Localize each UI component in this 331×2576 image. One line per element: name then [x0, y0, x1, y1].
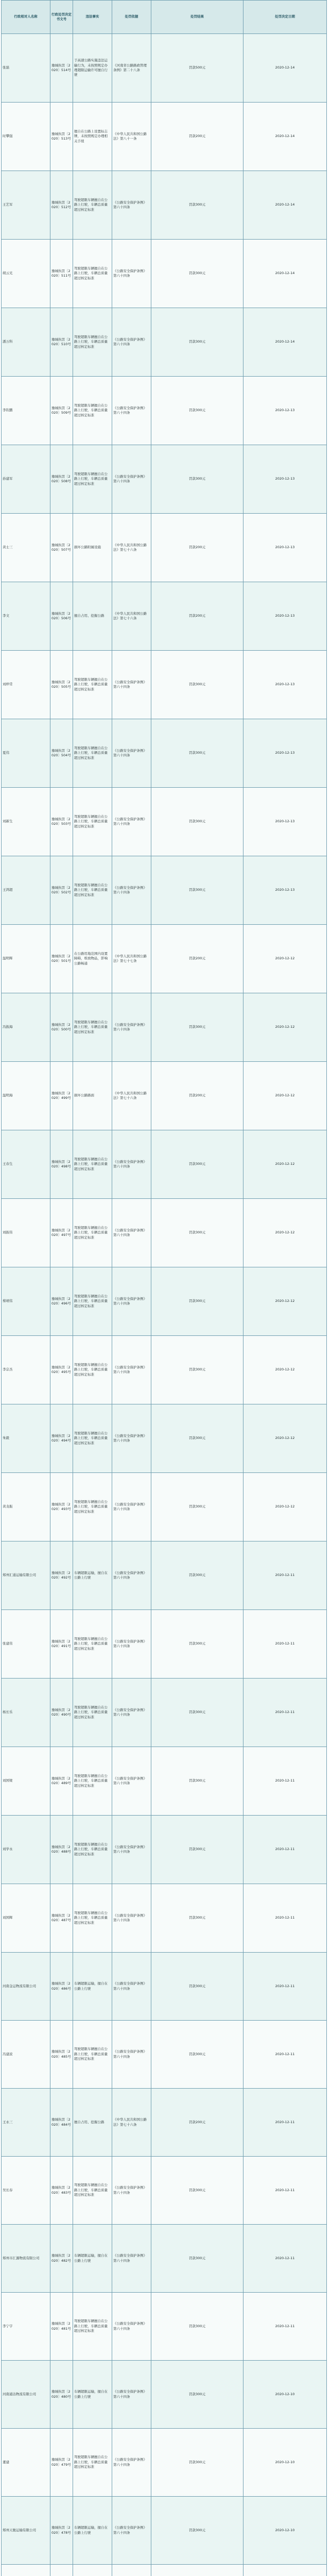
- table-cell: 豫城执罚〔2020〕481号: [50, 2293, 73, 2361]
- table-cell: 潘万科: [2, 308, 50, 377]
- table-cell: 驾驶超限车辆擅自在公路上行驶，车辆总质量超过核定标准: [73, 856, 112, 925]
- table-cell: 《公路安全保护条例》第六十四条: [112, 1404, 151, 1473]
- table-cell: 2020-12-13: [243, 719, 327, 788]
- table-cell: 在公路用地范围内设置障碍，堆放物品，影响公路畅通: [73, 925, 112, 993]
- table-cell: 2020-12-10: [243, 2429, 327, 2497]
- table-cell: 豫城执罚〔2020〕478号: [50, 2497, 73, 2565]
- table-cell: 车辆超限运输，擅自在公路上行驶: [73, 2361, 112, 2429]
- table-cell: 豫城执罚〔2020〕490号: [50, 1679, 73, 1747]
- table-cell: 驾驶超限车辆擅自在公路上行驶，车辆总质量超过核定标准: [73, 651, 112, 719]
- table-row: [2, 651, 327, 719]
- table-row: [2, 1267, 327, 1336]
- table-cell: 豫城执罚〔2020〕505号: [50, 651, 73, 719]
- table-cell: 2020-12-14: [243, 171, 327, 240]
- table-cell: 《公路安全保护条例》第六十四条: [112, 2361, 151, 2429]
- table-cell: 2020-12-11: [243, 2157, 327, 2225]
- table-cell: 2020-12-12: [243, 1473, 327, 1541]
- table-cell: [73, 2565, 112, 2576]
- header-cell: 处罚结果: [151, 1, 243, 34]
- table-cell: 豫城执罚〔2020〕506号: [50, 582, 73, 651]
- table-cell: [151, 2565, 243, 2576]
- table-row: [2, 514, 327, 582]
- table-cell: 豫城执罚〔2020〕482号: [50, 2225, 73, 2293]
- table-cell: 驾驶超限车辆擅自在公路上行驶，车辆总质量超过核定标准: [73, 1336, 112, 1404]
- table-row: [2, 1747, 327, 1816]
- penalty-table: [1, 0, 327, 2576]
- table-cell: 《公路安全保护条例》第六十四条: [112, 2157, 151, 2225]
- table-row: [2, 171, 327, 240]
- table-cell: 2020-12-10: [243, 2361, 327, 2429]
- table-cell: 2020-12-12: [243, 1062, 327, 1130]
- table-cell: 2020-12-11: [243, 2293, 327, 2361]
- table-cell: 《公路安全保护条例》第六十四条: [112, 2293, 151, 2361]
- table-cell: 《公路安全保护条例》第六十四条: [112, 1679, 151, 1747]
- table-cell: 《公路安全保护条例》第六十四条: [112, 2429, 151, 2497]
- table-cell: 张磊: [2, 34, 50, 103]
- table-cell: 驾驶超限车辆擅自在公路上行驶，车辆总质量超过核定标准: [73, 377, 112, 445]
- table-cell: 罚款200元: [151, 514, 243, 582]
- table-cell: 罚款300元: [151, 1404, 243, 1473]
- table-cell: 驾驶超限车辆擅自在公路上行驶，车辆总质量超过核定标准: [73, 2429, 112, 2497]
- table-cell: 豫城执罚〔2020〕514号: [50, 34, 73, 103]
- table-cell: 2020-12-11: [243, 1679, 327, 1747]
- table-cell: 《中华人民共和国公路法》第八十一条: [112, 103, 151, 171]
- table-cell: [2, 2565, 50, 2576]
- table-cell: 驾驶超限车辆擅自在公路上行驶，车辆总质量超过核定标准: [73, 1884, 112, 1953]
- table-cell: 《公路安全保护条例》第六十四条: [112, 856, 151, 925]
- table-cell: 2020-12-11: [243, 1610, 327, 1679]
- table-cell: 《公路安全保护条例》第六十四条: [112, 1130, 151, 1199]
- table-cell: 豫城执罚〔2020〕500号: [50, 993, 73, 1062]
- table-cell: 2020-12-13: [243, 651, 327, 719]
- table-cell: 驾驶超限车辆擅自在公路上行驶，车辆总质量超过核定标准: [73, 240, 112, 308]
- table-cell: 豫城执罚〔2020〕504号: [50, 719, 73, 788]
- table-cell: 豫城执罚〔2020〕492号: [50, 1541, 73, 1610]
- table-cell: 罚款200元: [151, 103, 243, 171]
- table-cell: 驾驶超限车辆擅自在公路上行驶，车辆总质量超过核定标准: [73, 1404, 112, 1473]
- table-cell: 2020-12-13: [243, 377, 327, 445]
- table-cell: 《公路安全保护条例》第六十四条: [112, 240, 151, 308]
- table-cell: 豫城执罚〔2020〕497号: [50, 1199, 73, 1267]
- table-cell: 2020-12-12: [243, 1130, 327, 1199]
- table-row: [2, 2565, 327, 2576]
- table-cell: 王春生: [2, 1130, 50, 1199]
- table-cell: 罚款300元: [151, 651, 243, 719]
- table-cell: [50, 2565, 73, 2576]
- table-cell: 罚款300元: [151, 1130, 243, 1199]
- table-cell: 豫城执罚〔2020〕486号: [50, 1953, 73, 2021]
- table-cell: 驾驶超限车辆擅自在公路上行驶，车辆总质量超过核定标准: [73, 1473, 112, 1541]
- header-cell: 行政相对人名称: [2, 1, 50, 34]
- table-cell: 郑州市汇源物流有限公司: [2, 2225, 50, 2293]
- table-cell: 驾驶超限车辆擅自在公路上行驶，车辆总质量超过核定标准: [73, 2293, 112, 2361]
- table-cell: 2020-12-11: [243, 1953, 327, 2021]
- table-header: [2, 1, 327, 34]
- header-cell: 行政处罚决定书文号: [50, 1, 73, 34]
- table-row: [2, 925, 327, 993]
- table-cell: 豫城执罚〔2020〕493号: [50, 1473, 73, 1541]
- table-cell: 2020-12-14: [243, 34, 327, 103]
- table-cell: 王鸿超: [2, 856, 50, 925]
- table-cell: 2020-12-12: [243, 925, 327, 993]
- table-cell: 罚款300元: [151, 377, 243, 445]
- table-cell: 《公路安全保护条例》第六十四条: [112, 1953, 151, 2021]
- table-cell: 豫城执罚〔2020〕491号: [50, 1610, 73, 1679]
- table-cell: [243, 2565, 327, 2576]
- table-cell: 豫城执罚〔2020〕479号: [50, 2429, 73, 2497]
- table-cell: 《河南省公路路政管理条例》第二十八条: [112, 34, 151, 103]
- table-cell: 罚款300元: [151, 993, 243, 1062]
- table-cell: 罚款300元: [151, 1199, 243, 1267]
- table-cell: 损坏公路附属设施: [73, 514, 112, 582]
- table-row: [2, 445, 327, 514]
- table-cell: 温明海: [2, 1062, 50, 1130]
- table-cell: 2020-12-11: [243, 2225, 327, 2293]
- table-row: [2, 103, 327, 171]
- table-cell: 2020-12-12: [243, 1267, 327, 1336]
- table-row: [2, 1130, 327, 1199]
- table-cell: 罚款500元: [151, 34, 243, 103]
- table-cell: 孙建军: [2, 445, 50, 514]
- table-cell: 《公路安全保护条例》第六十四条: [112, 651, 151, 719]
- table-row: [2, 582, 327, 651]
- table-cell: 罚款300元: [151, 1336, 243, 1404]
- table-row: [2, 1953, 327, 2021]
- header-cell: 处罚决定日期: [243, 1, 327, 34]
- table-row: [2, 2225, 327, 2293]
- table-cell: 胡云光: [2, 240, 50, 308]
- table-cell: 罚款300元: [151, 1541, 243, 1610]
- table-cell: 驾驶超限车辆擅自在公路上行驶，车辆总质量超过核定标准: [73, 445, 112, 514]
- table-row: [2, 856, 327, 925]
- table-cell: 罚款300元: [151, 788, 243, 856]
- table-cell: 刘国辉: [2, 1884, 50, 1953]
- table-cell: 罚款200元: [151, 2089, 243, 2157]
- table-cell: 驾驶超限车辆擅自在公路上行驶，车辆总质量超过核定标准: [73, 1610, 112, 1679]
- table-cell: 驾驶超限车辆擅自在公路上行驶，车辆总质量超过核定标准: [73, 993, 112, 1062]
- table-cell: 驾驶超限车辆擅自在公路上行驶，车辆总质量超过核定标准: [73, 1747, 112, 1816]
- table-cell: 豫城执罚〔2020〕512号: [50, 171, 73, 240]
- table-cell: 豫城执罚〔2020〕510号: [50, 308, 73, 377]
- table-cell: 《公路安全保护条例》第六十四条: [112, 445, 151, 514]
- table-cell: 《公路安全保护条例》第六十四条: [112, 2021, 151, 2089]
- table-cell: 车辆超限运输，擅自在公路上行驶: [73, 2225, 112, 2293]
- table-cell: 豫城执罚〔2020〕498号: [50, 1130, 73, 1199]
- table-row: [2, 788, 327, 856]
- table-cell: 豫城执罚〔2020〕489号: [50, 1747, 73, 1816]
- header-cell: 处罚依据: [112, 1, 151, 34]
- table-row: [2, 2497, 327, 2565]
- table-cell: 罚款300元: [151, 719, 243, 788]
- table-cell: 《公路安全保护条例》第六十四条: [112, 308, 151, 377]
- table-cell: 《公路安全保护条例》第六十四条: [112, 1541, 151, 1610]
- table-cell: 2020-12-11: [243, 1747, 327, 1816]
- table-cell: 罚款200元: [151, 582, 243, 651]
- table-cell: 豫城执罚〔2020〕509号: [50, 377, 73, 445]
- table-row: [2, 308, 327, 377]
- table-cell: 擅自在公路上设置标志牌，未按照规定办理相关手续: [73, 103, 112, 171]
- table-cell: 罚款300元: [151, 1267, 243, 1336]
- table-cell: 《公路安全保护条例》第六十四条: [112, 993, 151, 1062]
- table-cell: 刘学永: [2, 1816, 50, 1884]
- table-row: [2, 1610, 327, 1679]
- table-cell: 《公路安全保护条例》第六十四条: [112, 1336, 151, 1404]
- table-cell: 2020-12-13: [243, 856, 327, 925]
- table-cell: 《公路安全保护条例》第六十四条: [112, 788, 151, 856]
- table-row: [2, 2293, 327, 2361]
- table-cell: 2020-12-14: [243, 240, 327, 308]
- table-cell: 2020-12-11: [243, 2089, 327, 2157]
- table-cell: 郑州天驰运输有限公司: [2, 2497, 50, 2565]
- table-cell: 驾驶超限车辆擅自在公路上行驶，车辆总质量超过核定标准: [73, 1679, 112, 1747]
- table-cell: 损坏公路路面: [73, 1062, 112, 1130]
- table-cell: 夏伟: [2, 719, 50, 788]
- table-cell: 时攀强: [2, 103, 50, 171]
- table-cell: 《公路安全保护条例》第六十四条: [112, 377, 151, 445]
- table-cell: 河南金运物流有限公司: [2, 1953, 50, 2021]
- table-cell: 豫城执罚〔2020〕496号: [50, 1267, 73, 1336]
- table-cell: 2020-12-11: [243, 1884, 327, 1953]
- table-cell: 罚款300元: [151, 1953, 243, 2021]
- header-cell: 违法事实: [73, 1, 112, 34]
- table-cell: 2020-12-13: [243, 788, 327, 856]
- table-cell: 豫城执罚〔2020〕503号: [50, 788, 73, 856]
- table-cell: 驾驶超限车辆擅自在公路上行驶，车辆总质量超过核定标准: [73, 2157, 112, 2225]
- table-cell: 罚款300元: [151, 2429, 243, 2497]
- table-cell: 罚款300元: [151, 171, 243, 240]
- table-cell: 豫城执罚〔2020〕485号: [50, 2021, 73, 2089]
- table-cell: 《中华人民共和国公路法》第七十七条: [112, 925, 151, 993]
- table-cell: 罚款300元: [151, 1816, 243, 1884]
- table-cell: 《公路安全保护条例》第六十四条: [112, 1747, 151, 1816]
- table-cell: 于高速公路实施违法运输行为，未按照规定办理超限运输许可擅自行驶: [73, 34, 112, 103]
- table-cell: 2020-12-12: [243, 1199, 327, 1267]
- table-cell: 2020-12-13: [243, 514, 327, 582]
- table-cell: 豫城执罚〔2020〕480号: [50, 2361, 73, 2429]
- table-cell: 2020-12-11: [243, 2021, 327, 2089]
- table-row: [2, 1062, 327, 1130]
- table-row: [2, 1404, 327, 1473]
- table-cell: 2020-12-11: [243, 1541, 327, 1610]
- table-cell: 车辆超限运输，擅自在公路上行驶: [73, 2497, 112, 2565]
- table-cell: 罚款300元: [151, 1610, 243, 1679]
- table-cell: 2020-12-10: [243, 2497, 327, 2565]
- table-cell: 豫城执罚〔2020〕484号: [50, 2089, 73, 2157]
- header-row: [2, 1, 327, 34]
- table-row: [2, 2021, 327, 2089]
- table-cell: 李文: [2, 582, 50, 651]
- table-cell: 李宗杰: [2, 1336, 50, 1404]
- table-cell: 罚款300元: [151, 2361, 243, 2429]
- table-cell: 李宁宇: [2, 2293, 50, 2361]
- table-cell: 豫城执罚〔2020〕487号: [50, 1884, 73, 1953]
- table-cell: 《公路安全保护条例》第六十四条: [112, 171, 151, 240]
- table-cell: 《公路安全保护条例》第六十四条: [112, 719, 151, 788]
- table-cell: 王艺军: [2, 171, 50, 240]
- table-cell: 驾驶超限车辆擅自在公路上行驶，车辆总质量超过核定标准: [73, 171, 112, 240]
- table-row: [2, 240, 327, 308]
- table-cell: 罚款300元: [151, 1679, 243, 1747]
- table-cell: 罚款300元: [151, 2021, 243, 2089]
- table-cell: 董建: [2, 2429, 50, 2497]
- table-row: [2, 1679, 327, 1747]
- table-row: [2, 1884, 327, 1953]
- table-cell: 罚款300元: [151, 240, 243, 308]
- table-cell: 2020-12-13: [243, 445, 327, 514]
- table-cell: 李钦鹏: [2, 377, 50, 445]
- table-cell: 杨长乐: [2, 1679, 50, 1747]
- table-cell: 《中华人民共和国公路法》第七十六条: [112, 2089, 151, 2157]
- table-row: [2, 2089, 327, 2157]
- table-cell: 王永三: [2, 2089, 50, 2157]
- table-cell: 冯建波: [2, 2021, 50, 2089]
- table-cell: 豫城执罚〔2020〕508号: [50, 445, 73, 514]
- table-cell: 驾驶超限车辆擅自在公路上行驶，车辆总质量超过核定标准: [73, 719, 112, 788]
- table-cell: 罚款300元: [151, 445, 243, 514]
- table-cell: 罚款300元: [151, 856, 243, 925]
- table-cell: 豫城执罚〔2020〕499号: [50, 1062, 73, 1130]
- table-cell: 豫城执罚〔2020〕483号: [50, 2157, 73, 2225]
- table-cell: 豫城执罚〔2020〕511号: [50, 240, 73, 308]
- table-cell: 刘新生: [2, 788, 50, 856]
- table-cell: 豫城执罚〔2020〕501号: [50, 925, 73, 993]
- table-cell: 驾驶超限车辆擅自在公路上行驶，车辆总质量超过核定标准: [73, 1267, 112, 1336]
- table-cell: 豫城执罚〔2020〕494号: [50, 1404, 73, 1473]
- table-cell: 驾驶超限车辆擅自在公路上行驶，车辆总质量超过核定标准: [73, 1130, 112, 1199]
- table-cell: 豫城执罚〔2020〕495号: [50, 1336, 73, 1404]
- table-cell: 冯振海: [2, 993, 50, 1062]
- table-cell: 2020-12-12: [243, 1336, 327, 1404]
- table-cell: 罚款300元: [151, 2225, 243, 2293]
- table-cell: 2020-12-14: [243, 308, 327, 377]
- table-cell: 罚款300元: [151, 1884, 243, 1953]
- table-cell: 驾驶超限车辆擅自在公路上行驶，车辆总质量超过核定标准: [73, 1199, 112, 1267]
- table-cell: 河南通达物流有限公司: [2, 2361, 50, 2429]
- table-cell: 《中华人民共和国公路法》第七十六条: [112, 1062, 151, 1130]
- table-cell: 《公路安全保护条例》第六十四条: [112, 1884, 151, 1953]
- table-cell: 车辆超限运输，擅自在公路上行驶: [73, 1541, 112, 1610]
- table-cell: 郑州汇通运输有限公司: [2, 1541, 50, 1610]
- table-cell: 2020-12-12: [243, 1404, 327, 1473]
- table-cell: 《公路安全保护条例》第六十四条: [112, 1473, 151, 1541]
- table-row: [2, 34, 327, 103]
- table-cell: 驾驶超限车辆擅自在公路上行驶，车辆总质量超过核定标准: [73, 2021, 112, 2089]
- table-cell: 驾驶超限车辆擅自在公路上行驶，车辆总质量超过核定标准: [73, 788, 112, 856]
- table-row: [2, 1541, 327, 1610]
- table-row: [2, 719, 327, 788]
- table-row: [2, 2429, 327, 2497]
- table-cell: 驾驶超限车辆擅自在公路上行驶，车辆总质量超过核定标准: [73, 308, 112, 377]
- table-cell: 豫城执罚〔2020〕513号: [50, 103, 73, 171]
- table-cell: 《公路安全保护条例》第六十四条: [112, 1199, 151, 1267]
- table-cell: 罚款300元: [151, 2157, 243, 2225]
- table-cell: 黄士三: [2, 514, 50, 582]
- table-cell: 罚款200元: [151, 925, 243, 993]
- table-row: [2, 1473, 327, 1541]
- table-cell: 2020-12-11: [243, 1816, 327, 1884]
- table-cell: 《公路安全保护条例》第六十四条: [112, 1610, 151, 1679]
- table-cell: 罚款300元: [151, 1473, 243, 1541]
- table-cell: 罚款300元: [151, 308, 243, 377]
- table-cell: 2020-12-14: [243, 103, 327, 171]
- table-cell: 朱毅: [2, 1404, 50, 1473]
- table-cell: 驾驶超限车辆擅自在公路上行驶，车辆总质量超过核定标准: [73, 1816, 112, 1884]
- table-cell: 豫城执罚〔2020〕502号: [50, 856, 73, 925]
- table-row: [2, 1336, 327, 1404]
- table-cell: 刘振伟: [2, 1199, 50, 1267]
- table-row: [2, 993, 327, 1062]
- table-cell: 蔡靖伟: [2, 1267, 50, 1336]
- table-cell: [112, 2565, 151, 2576]
- table-cell: 2020-12-13: [243, 582, 327, 651]
- table-row: [2, 2361, 327, 2429]
- table-body: [2, 34, 327, 2576]
- table-cell: 《公路安全保护条例》第六十四条: [112, 2225, 151, 2293]
- table-row: [2, 1816, 327, 1884]
- table-cell: 豫城执罚〔2020〕488号: [50, 1816, 73, 1884]
- table-cell: 擅自占用、挖掘公路: [73, 582, 112, 651]
- table-row: [2, 377, 327, 445]
- table-row: [2, 2157, 327, 2225]
- table-cell: 《公路安全保护条例》第六十四条: [112, 1816, 151, 1884]
- table-cell: 《中华人民共和国公路法》第七十六条: [112, 582, 151, 651]
- table-cell: 张建伟: [2, 1610, 50, 1679]
- table-cell: 擅自占用、挖掘公路: [73, 2089, 112, 2157]
- table-cell: 罚款300元: [151, 2293, 243, 2361]
- table-cell: 罚款200元: [151, 1062, 243, 1130]
- table-cell: 《公路安全保护条例》第六十四条: [112, 2497, 151, 2565]
- table-cell: 豫城执罚〔2020〕507号: [50, 514, 73, 582]
- table-cell: 吴长春: [2, 2157, 50, 2225]
- table-cell: 《中华人民共和国公路法》第七十六条: [112, 514, 151, 582]
- table-cell: 2020-12-12: [243, 993, 327, 1062]
- table-cell: 刘国梁: [2, 1747, 50, 1816]
- table-cell: 《公路安全保护条例》第六十四条: [112, 1267, 151, 1336]
- table-row: [2, 1199, 327, 1267]
- table-cell: 罚款300元: [151, 1747, 243, 1816]
- table-cell: 车辆超限运输，擅自在公路上行驶: [73, 1953, 112, 2021]
- table-cell: 黄龙振: [2, 1473, 50, 1541]
- table-cell: 刘梓常: [2, 651, 50, 719]
- table-cell: 罚款300元: [151, 2497, 243, 2565]
- table-cell: 温明辉: [2, 925, 50, 993]
